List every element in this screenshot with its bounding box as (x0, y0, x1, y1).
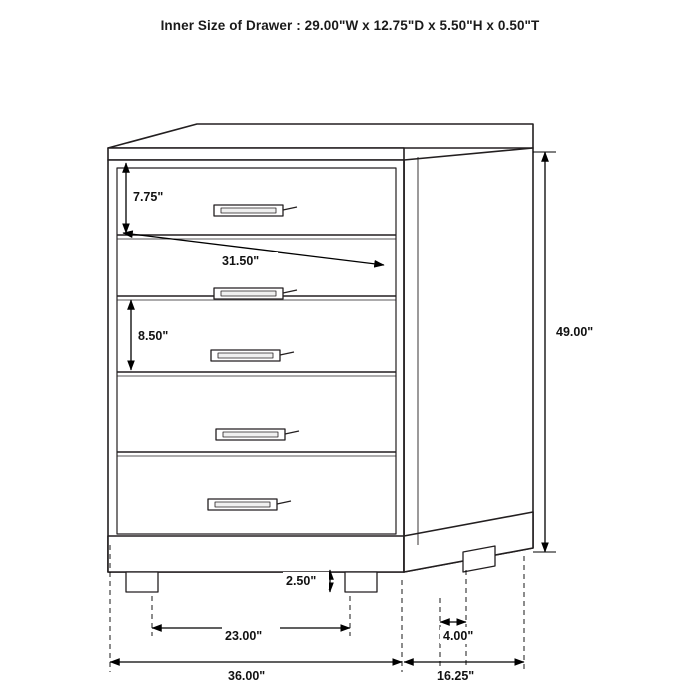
label-leg-height: 2.50" (286, 574, 317, 588)
label-total-depth: 16.25" (437, 669, 475, 683)
label-drawer-second-height: 8.50" (138, 329, 169, 343)
label-total-height: 49.00" (556, 325, 594, 339)
label-leg-depth: 4.00" (443, 629, 474, 643)
dim-leg-depth (440, 570, 466, 666)
leg-front-left (126, 572, 158, 592)
leg-front-right (345, 572, 377, 592)
dim-total-height (533, 152, 556, 552)
dim-total-depth (404, 556, 524, 672)
page-title: Inner Size of Drawer : 29.00"W x 12.75"D x 5.50"H x 0.50"T (160, 18, 540, 33)
label-drawer-top-height: 7.75" (133, 190, 164, 204)
label-total-width: 36.00" (228, 669, 266, 683)
label-leg-span: 23.00" (225, 629, 263, 643)
label-drawer-width: 31.50" (222, 254, 260, 268)
